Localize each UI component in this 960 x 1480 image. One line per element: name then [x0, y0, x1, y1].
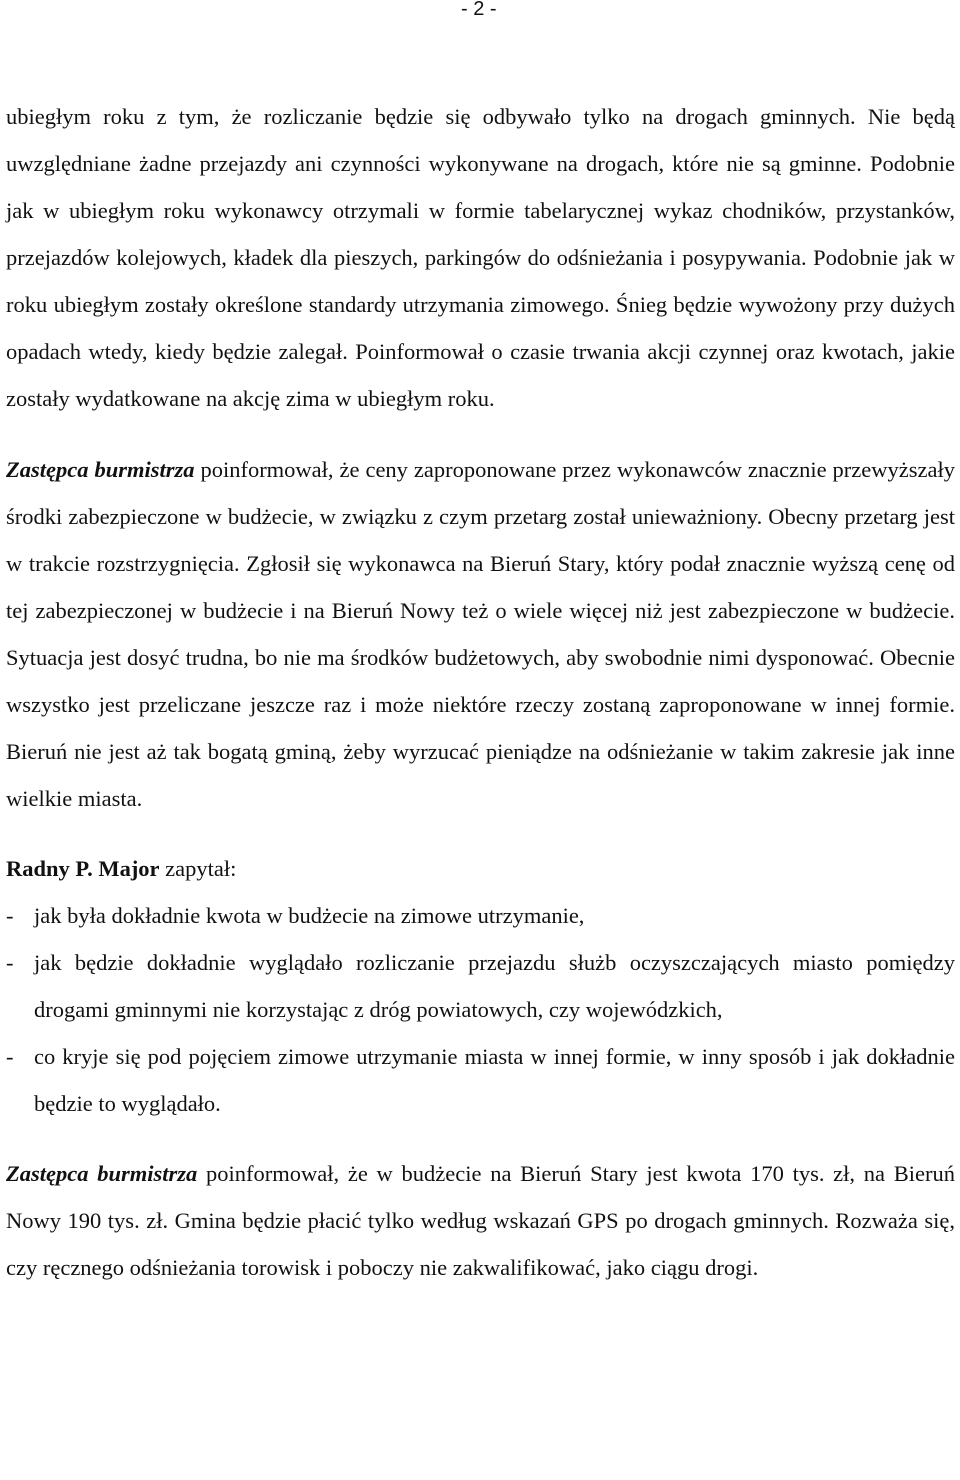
- paragraph-deputy-mayor-tender: [6, 446, 955, 822]
- speaker-name: Zastępca burmistrza: [6, 1161, 198, 1186]
- paragraph-councillor-question: [6, 845, 955, 892]
- speaker-name: Radny P. Major: [6, 856, 160, 881]
- list-item-text: co kryje się pod pojęciem zimowe utrzymanie miasta w innej formie, w inny sposób i jak dokładnie będzie to wyglądało.: [34, 1044, 955, 1116]
- paragraph-spacer: [6, 822, 955, 845]
- speaker-name: Zastępca burmistrza: [6, 457, 195, 482]
- paragraph-deputy-mayor-budget: [6, 1150, 955, 1291]
- paragraph-text: poinformował, że w budżecie na Bieruń Stary jest kwota 170 tys. zł, na Bieruń Nowy 190 tys. zł. Gmina będzie płacić tylko według wskazań GPS po drogach gminnych. Rozważa się, czy ręcznego odśnieżania torowisk i poboczy nie zakwalifikować, jako ciągu drogi.: [6, 1161, 955, 1280]
- paragraph-spacer: [6, 1127, 955, 1150]
- page-number: - 2 -: [461, 0, 497, 20]
- list-item-text: jak była dokładnie kwota w budżecie na zimowe utrzymanie,: [34, 903, 585, 928]
- list-dash: -: [6, 903, 14, 928]
- list-item-text: jak będzie dokładnie wyglądało rozliczanie przejazdu służb oczyszczających miasto pomiędzy drogami gminnymi nie korzystając z dróg powiatowych, czy wojewódzkich,: [34, 950, 955, 1022]
- question-list: [6, 892, 955, 1127]
- document-body: [6, 93, 955, 1291]
- paragraph-text: zapytał:: [159, 856, 237, 881]
- paragraph-spacer: [6, 422, 955, 446]
- paragraph-text: poinformował, że ceny zaproponowane przez wykonawców znacznie przewyższały środki zabezpieczone w budżecie, w związku z czym przetarg został unieważniony. Obecny przetarg jest w trakcie rozstrzygnięcia. Zgłosił się wykonawca na Bieruń Stary, który podał znacznie wyższą cenę od tej zabezpieczonej w budżecie i na Bieruń Nowy też o wiele więcej niż jest zabezpieczone w budżecie. Sytuacja jest dosyć trudna, bo nie ma środków budżetowych, aby swobodnie nimi dysponować. Obecnie wszystko jest przeliczane jeszcze raz i może niektóre rzeczy zostaną zaproponowane w innej formie. Bieruń nie jest aż tak bogatą gminą, żeby wyrzucać pieniądze na odśnieżanie w takim zakresie jak inne wielkie miasta.: [6, 457, 955, 811]
- list-dash: -: [6, 950, 14, 975]
- paragraph-winter-maintenance: ubiegłym roku z tym, że rozliczanie będzie się odbywało tylko na drogach gminnych. Nie będą uwzględniane żadne przejazdy ani czynności wykonywane na drogach, które nie są gminne. Podobnie jak w ubiegłym roku wykonawcy otrzymali w formie tabelarycznej wykaz chodników, przystanków, przejazdów kolejowych, kładek dla pieszych, parkingów do odśnieżania i posypywania. Podobnie jak w roku ubiegłym zostały określone standardy utrzymania zimowego. Śnieg będzie wywożony przy dużych opadach wtedy, kiedy będzie zalegał. Poinformował o czasie trwania akcji czynnej oraz kwotach, jakie zostały wydatkowane na akcję zima w ubiegłym roku.: [6, 104, 955, 411]
- list-dash: -: [6, 1044, 14, 1069]
- list-item: [6, 939, 955, 1033]
- list-item: [6, 1033, 955, 1127]
- list-item: [6, 892, 955, 939]
